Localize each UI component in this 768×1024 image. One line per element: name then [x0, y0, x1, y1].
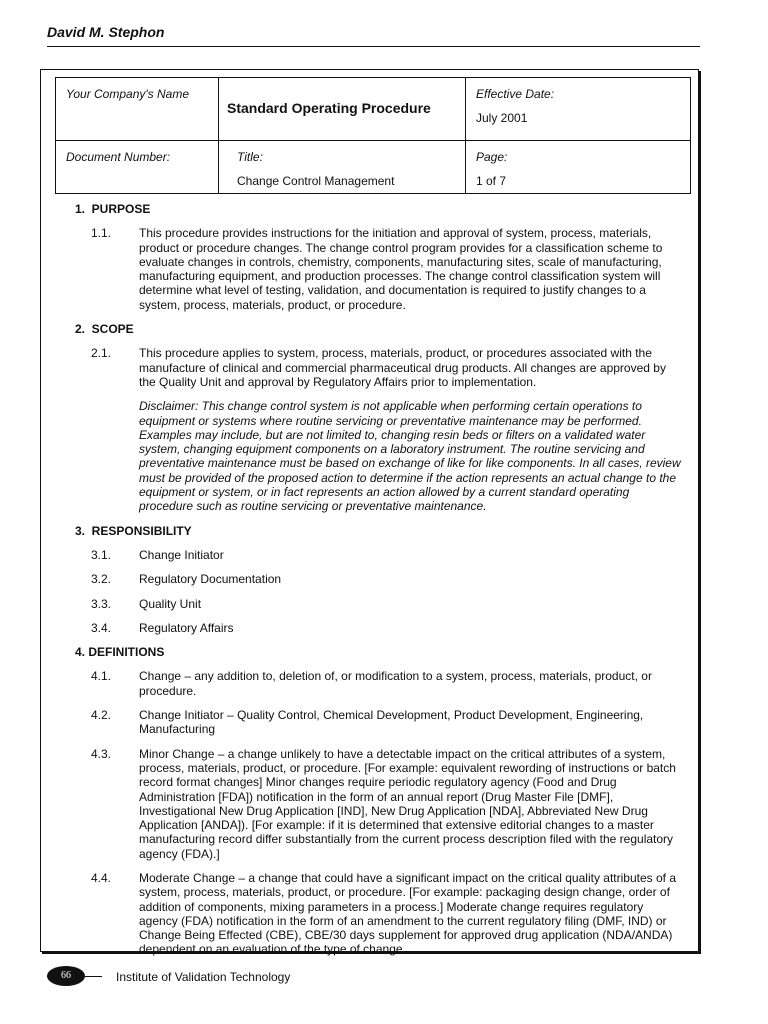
company-cell: [56, 78, 219, 141]
item-number: 4.4.: [91, 870, 112, 885]
section-heading-definitions: 4. DEFINITIONS: [75, 645, 165, 660]
item-number: 4.1.: [91, 669, 112, 684]
item-text: Regulatory Affairs: [139, 620, 234, 635]
document-number-label: Document Number:: [66, 150, 171, 164]
page-number: 66: [47, 966, 85, 986]
title-value: Change Control Management: [237, 174, 395, 188]
list-item: [75, 548, 683, 562]
section-heading-scope: 2. SCOPE: [75, 322, 134, 337]
title-label: Title:: [237, 150, 263, 164]
item-number: 3.1.: [91, 547, 112, 562]
page-label: Page:: [476, 150, 508, 164]
item-number: 3.2.: [91, 572, 112, 587]
item-text: Moderate Change – a change that could have a significant impact on the critical quality attributes of a system, process, materials, product, or procedure. [For example: packaging design change, order of addition of components, mixing parameters in a process.] Moderate change requires regulatory agency (FDA) notification in the form of an amendment to the current regulatory filing (DMF, IND) or Change Being Effected (CBE), CBE/30 days supplement for approved drug application (NDA/ANDA) dependent on an evaluation of the type of change.: [139, 870, 676, 957]
list-item: [75, 621, 683, 635]
effective-date-label: Effective Date:: [476, 87, 555, 101]
title-cell: [219, 141, 466, 194]
item-number: 2.1.: [91, 346, 112, 361]
list-item: [75, 226, 683, 312]
item-text: Quality Unit: [139, 596, 202, 611]
sop-header-table: [55, 77, 691, 194]
author-name: David M. Stephon: [47, 24, 165, 40]
item-number: 3.4.: [91, 620, 112, 635]
disclaimer-text: Disclaimer: This change control system is not applicable when performing certain operations to equipment or systems where routine servicing or preventative maintenance may be performed. Examples may include, but are not limited to, changing resin beds or filters on a validated water system, changing equipment components on a laboratory instrument. The routine servicing and preventative maintenance must be based on exchange of like for like components. In all cases, review must be provided of the proposed action to determine if the action represents an actual change to the equipment or system, or in fact represents an action allowed by a current standard operating procedure such as routine servicing or preventative maintenance.: [139, 399, 681, 514]
list-item: [75, 669, 683, 698]
item-text: This procedure provides instructions for the initiation and approval of system, process, materials, product or procedure changes. The change control program provides for a classification scheme to evaluate changes in controls, chemistry, components, manufacturing sites, scale of manufacturing, manufacturing equipment, and production processes. The change control classification system will determine what level of testing, validation, and documentation is required to justify changes to a system, process, materials, product, or procedure.: [139, 226, 663, 312]
item-text: Change – any addition to, deletion of, or modification to a system, process, materials, product, or procedure.: [139, 669, 652, 698]
item-text: This procedure applies to system, process, materials, product, or procedures associated with the manufacture of clinical and commercial pharmaceutical drug products. All changes are approved by the Quality Unit and approval by Regulatory Affairs prior to implementation.: [139, 346, 666, 389]
sop-body: [75, 202, 683, 957]
item-text: Change Initiator: [139, 547, 224, 562]
item-text: Regulatory Documentation: [139, 572, 282, 587]
item-number: 3.3.: [91, 596, 112, 611]
list-item: [75, 597, 683, 611]
header-rule: [47, 46, 700, 47]
list-item: [75, 346, 683, 389]
sop-title: Standard Operating Procedure: [227, 100, 431, 116]
item-number: 4.2.: [91, 708, 112, 723]
document-number-cell: [56, 141, 219, 194]
list-item: [75, 572, 683, 586]
sop-title-cell: [219, 78, 466, 141]
item-number: 4.3.: [91, 746, 112, 761]
section-heading-responsibility: 3. RESPONSIBILITY: [75, 523, 192, 538]
list-item: [75, 747, 683, 861]
list-item: [75, 871, 683, 957]
company-label: Your Company's Name: [66, 87, 190, 101]
list-item: [75, 708, 683, 737]
item-text: Minor Change – a change unlikely to have a detectable impact on the critical attributes of a system, process, materials, product, or procedure. [For example: equivalent rewording of instructions or batch record format changes] Minor changes require periodic regulatory agency (Food and Drug Administration [FDA]) notification in the form of an annual report (Drug Master File [DMF], Investigational New Drug Application [IND], New Drug Application [NDA], Abbreviated New Drug Application [ANDA]). [For example: if it is determined that extensive editorial changes to a master manufacturing record differ substantially from the current process description filed with the regulatory agency (FDA).]: [139, 746, 676, 861]
page-cell: [466, 141, 691, 194]
publisher-name: Institute of Validation Technology: [116, 970, 291, 984]
page-value: 1 of 7: [476, 174, 507, 188]
effective-date-value: July 2001: [476, 111, 528, 125]
item-text: Change Initiator – Quality Control, Chemical Development, Product Development, Engineering, Manufacturing: [139, 708, 644, 737]
effective-date-cell: [466, 78, 691, 141]
item-number: 1.1.: [91, 226, 112, 241]
section-heading-purpose: 1. PURPOSE: [75, 202, 151, 216]
sop-frame: [40, 69, 699, 957]
